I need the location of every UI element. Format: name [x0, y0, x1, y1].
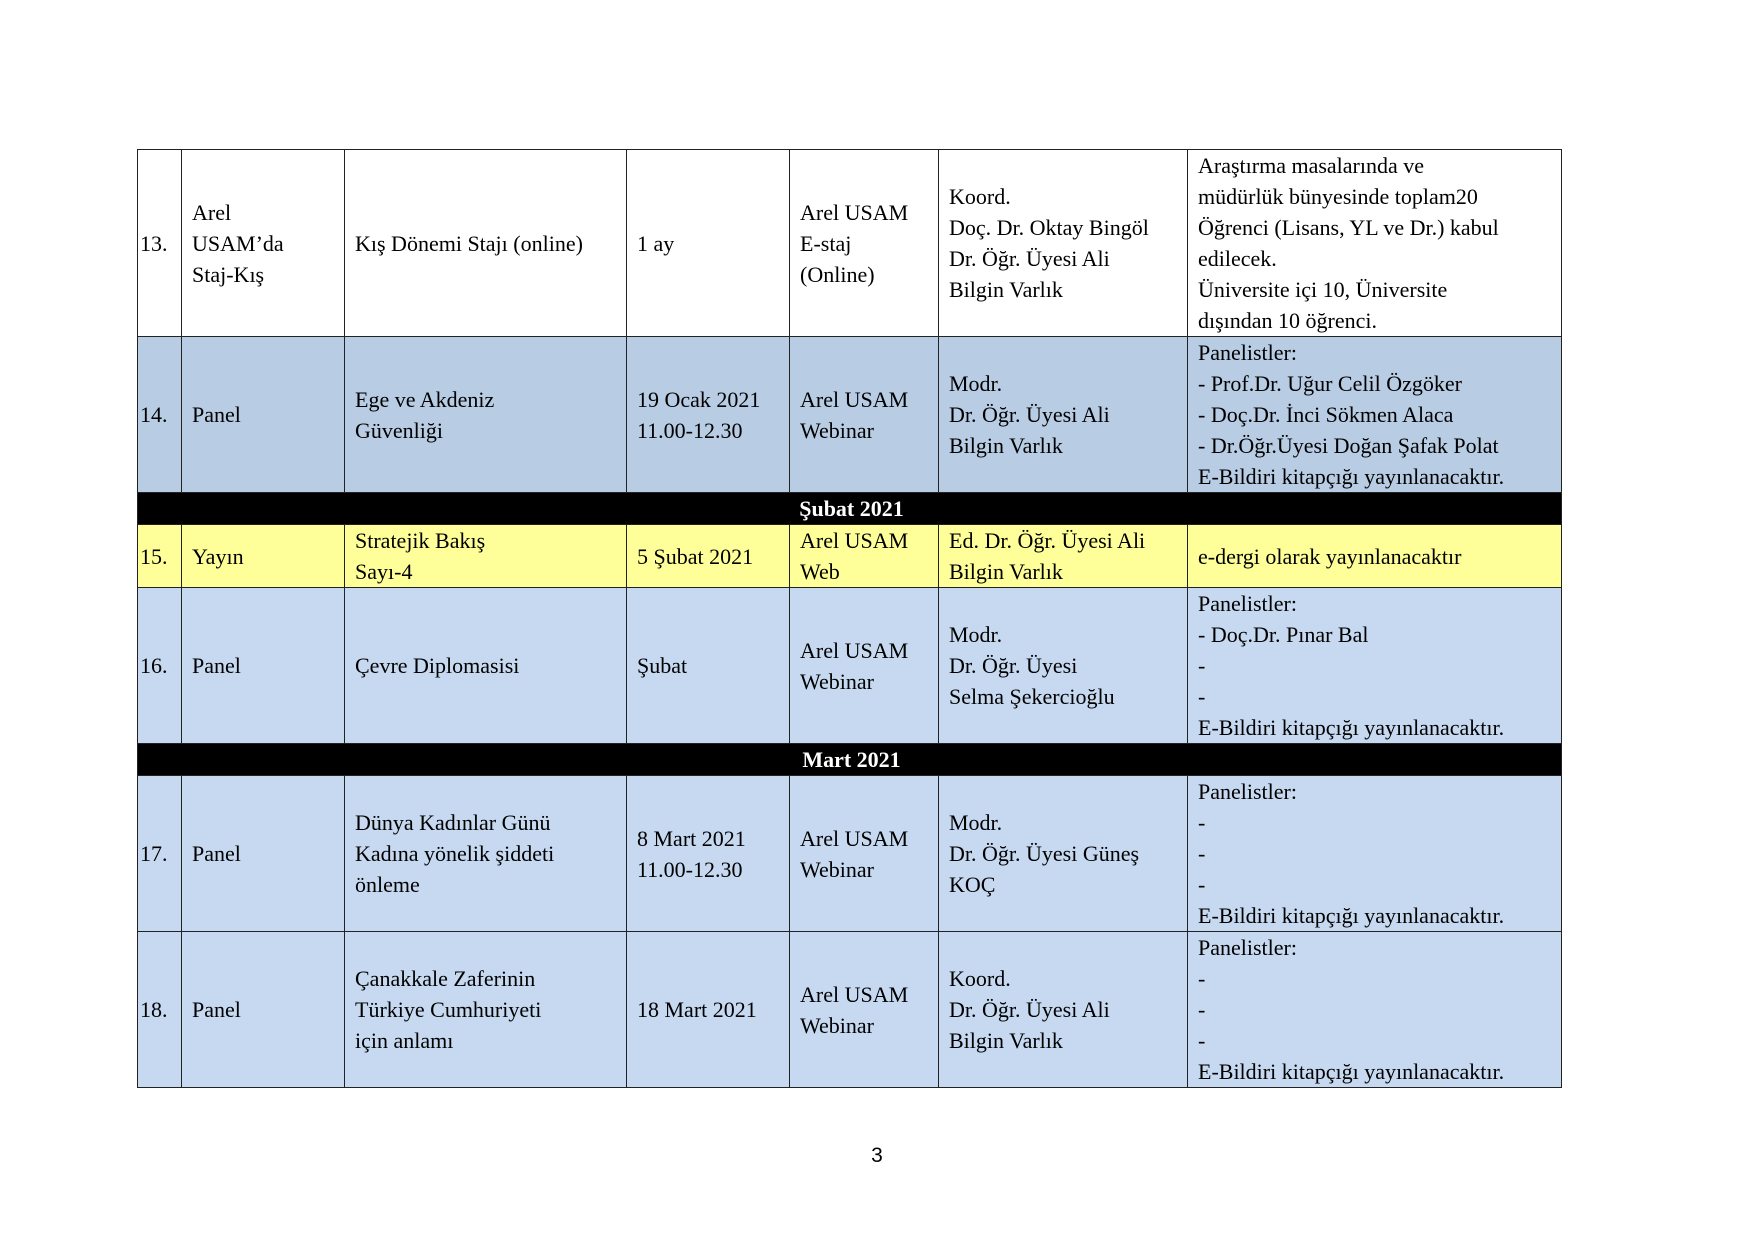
cell-place-line: Arel USAM — [800, 528, 909, 553]
cell-notes-line: - Doç.Dr. İnci Sökmen Alaca — [1198, 402, 1454, 427]
cell-date-line: Şubat — [637, 653, 688, 678]
cell-coordinator-line: Ed. Dr. Öğr. Üyesi Ali — [949, 528, 1146, 553]
events-table-body — [138, 150, 1562, 1088]
cell-notes-line: Araştırma masalarında ve — [1198, 153, 1425, 178]
cell-coordinator-line: Modr. — [949, 810, 1003, 835]
cell-notes-line: - — [1198, 1028, 1206, 1053]
cell-notes-line: dışından 10 öğrenci. — [1198, 308, 1378, 333]
cell-title-line: için anlamı — [355, 1028, 454, 1053]
cell-notes-line: - — [1198, 872, 1206, 897]
cell-notes — [1188, 337, 1562, 493]
cell-notes-line: Öğrenci (Lisans, YL ve Dr.) kabul — [1198, 215, 1499, 240]
cell-notes-line: - — [1198, 810, 1206, 835]
cell-coordinator-line: Bilgin Varlık — [949, 1028, 1063, 1053]
cell-notes-line: Panelistler: — [1198, 591, 1297, 616]
cell-type-line: Panel — [192, 653, 241, 678]
cell-type-line: Panel — [192, 402, 241, 427]
cell-notes-line: Panelistler: — [1198, 340, 1297, 365]
cell-title-line: Ege ve Akdeniz — [355, 386, 495, 412]
cell-notes-line: edilecek. — [1198, 246, 1277, 271]
cell-coordinator-line: Dr. Öğr. Üyesi Güneş — [949, 841, 1140, 866]
cell-notes-line: - Prof.Dr. Uğur Celil Özgöker — [1198, 371, 1462, 396]
cell-notes-line: e-dergi olarak yayınlanacaktır — [1198, 543, 1462, 569]
cell-notes-line: - Dr.Öğr.Üyesi Doğan Şafak Polat — [1198, 433, 1499, 458]
cell-title-line: Sayı-4 — [355, 559, 413, 584]
cell-coordinator-line: Dr. Öğr. Üyesi Ali — [949, 246, 1110, 271]
cell-number: 13. — [138, 150, 182, 337]
cell-title-line: önleme — [355, 872, 420, 897]
cell-coordinator-line: Dr. Öğr. Üyesi — [949, 653, 1078, 678]
cell-type — [182, 337, 345, 493]
cell-notes-line: - Doç.Dr. Pınar Bal — [1198, 622, 1369, 647]
cell-place — [790, 776, 939, 932]
cell-coordinator-line: Selma Şekercioğlu — [949, 684, 1115, 709]
cell-notes — [1188, 932, 1562, 1088]
cell-type — [182, 776, 345, 932]
cell-number: 15. — [138, 525, 182, 588]
cell-type — [182, 525, 345, 588]
cell-type — [182, 150, 345, 337]
events-table — [137, 149, 1562, 1088]
event-row — [138, 588, 1562, 744]
cell-date-line: 11.00-12.30 — [637, 417, 743, 443]
cell-title — [345, 932, 627, 1088]
cell-type-line: USAM’da — [192, 230, 284, 256]
cell-place-line: E-staj — [800, 230, 852, 256]
page-number: 3 — [871, 1144, 883, 1167]
cell-place-line: (Online) — [800, 261, 875, 287]
cell-title — [345, 525, 627, 588]
cell-type-line: Panel — [192, 997, 241, 1022]
cell-title — [345, 337, 627, 493]
cell-notes-line: E-Bildiri kitapçığı yayınlanacaktır. — [1198, 715, 1505, 740]
cell-date-line: 19 Ocak 2021 — [637, 386, 761, 412]
month-header-row — [138, 493, 1562, 525]
cell-coordinator-line: Koord. — [949, 184, 1011, 209]
cell-date — [627, 932, 790, 1088]
cell-coordinator-line: KOÇ — [949, 872, 996, 897]
cell-notes-line: - — [1198, 841, 1206, 866]
cell-coordinator — [939, 525, 1188, 588]
month-header-row — [138, 744, 1562, 776]
cell-coordinator-line: Dr. Öğr. Üyesi Ali — [949, 997, 1110, 1022]
cell-number: 14. — [138, 337, 182, 493]
cell-place — [790, 337, 939, 493]
cell-place — [790, 588, 939, 744]
cell-number: 17. — [138, 776, 182, 932]
cell-coordinator-line: Koord. — [949, 966, 1011, 991]
cell-coordinator — [939, 337, 1188, 493]
cell-date-line: 18 Mart 2021 — [637, 997, 757, 1022]
cell-notes-line: - — [1198, 684, 1206, 709]
cell-notes-line: - — [1198, 653, 1206, 678]
cell-date — [627, 588, 790, 744]
cell-title — [345, 150, 627, 337]
cell-notes-line: Panelistler: — [1198, 935, 1297, 960]
cell-place — [790, 932, 939, 1088]
month-label: Şubat 2021 — [138, 493, 1562, 525]
event-row — [138, 337, 1562, 493]
cell-date-line: 5 Şubat 2021 — [637, 543, 754, 569]
cell-coordinator-line: Dr. Öğr. Üyesi Ali — [949, 402, 1110, 427]
month-label: Mart 2021 — [138, 744, 1562, 776]
cell-date-line: 1 ay — [637, 230, 675, 256]
cell-title-line: Dünya Kadınlar Günü — [355, 810, 551, 835]
event-row — [138, 150, 1562, 337]
cell-notes-line: Üniversite içi 10, Üniversite — [1198, 277, 1448, 302]
cell-coordinator-line: Bilgin Varlık — [949, 559, 1063, 584]
cell-type-line: Yayın — [192, 543, 244, 569]
cell-date-line: 8 Mart 2021 — [637, 825, 746, 851]
cell-notes-line: E-Bildiri kitapçığı yayınlanacaktır. — [1198, 903, 1505, 928]
cell-title-line: Kadına yönelik şiddeti — [355, 841, 555, 866]
cell-notes-line: - — [1198, 966, 1206, 991]
cell-place-line: Webinar — [800, 856, 874, 882]
cell-place-line: Web — [800, 559, 840, 584]
cell-date — [627, 525, 790, 588]
cell-coordinator-line: Modr. — [949, 622, 1003, 647]
cell-notes-line: - — [1198, 997, 1206, 1022]
cell-place-line: Webinar — [800, 1012, 874, 1038]
cell-coordinator-line: Bilgin Varlık — [949, 277, 1063, 302]
cell-coordinator-line: Modr. — [949, 371, 1003, 396]
cell-date — [627, 776, 790, 932]
cell-place — [790, 525, 939, 588]
cell-notes — [1188, 588, 1562, 744]
cell-notes — [1188, 525, 1562, 588]
cell-type-line: Panel — [192, 841, 241, 866]
event-row — [138, 525, 1562, 588]
cell-coordinator-line: Bilgin Varlık — [949, 433, 1063, 458]
cell-place-line: Arel USAM — [800, 981, 909, 1007]
cell-place-line: Arel USAM — [800, 637, 909, 663]
cell-type-line: Arel — [192, 199, 232, 225]
cell-notes — [1188, 776, 1562, 932]
cell-title-line: Türkiye Cumhuriyeti — [355, 997, 542, 1022]
cell-title-line: Kış Dönemi Stajı (online) — [355, 230, 583, 256]
cell-title-line: Çanakkale Zaferinin — [355, 966, 536, 991]
cell-type — [182, 588, 345, 744]
event-row — [138, 776, 1562, 932]
cell-notes-line: müdürlük bünyesinde toplam20 — [1198, 184, 1478, 209]
cell-coordinator-line: Doç. Dr. Oktay Bingöl — [949, 215, 1149, 240]
cell-date — [627, 150, 790, 337]
cell-number: 18. — [138, 932, 182, 1088]
cell-notes — [1188, 150, 1562, 337]
cell-date — [627, 337, 790, 493]
cell-title-line: Çevre Diplomasisi — [355, 653, 520, 678]
cell-coordinator — [939, 588, 1188, 744]
cell-notes-line: E-Bildiri kitapçığı yayınlanacaktır. — [1198, 1059, 1505, 1084]
cell-coordinator — [939, 776, 1188, 932]
cell-coordinator — [939, 932, 1188, 1088]
cell-place-line: Arel USAM — [800, 825, 909, 851]
cell-place-line: Arel USAM — [800, 386, 909, 412]
cell-title-line: Stratejik Bakış — [355, 528, 486, 553]
cell-place-line: Arel USAM — [800, 199, 909, 225]
cell-date-line: 11.00-12.30 — [637, 856, 743, 882]
cell-place-line: Webinar — [800, 417, 874, 443]
cell-type — [182, 932, 345, 1088]
cell-notes-line: Panelistler: — [1198, 779, 1297, 804]
cell-place-line: Webinar — [800, 668, 874, 694]
cell-type-line: Staj-Kış — [192, 261, 265, 287]
cell-title-line: Güvenliği — [355, 417, 443, 443]
cell-title — [345, 776, 627, 932]
cell-title — [345, 588, 627, 744]
cell-number: 16. — [138, 588, 182, 744]
cell-place — [790, 150, 939, 337]
cell-coordinator — [939, 150, 1188, 337]
cell-notes-line: E-Bildiri kitapçığı yayınlanacaktır. — [1198, 464, 1505, 489]
event-row — [138, 932, 1562, 1088]
